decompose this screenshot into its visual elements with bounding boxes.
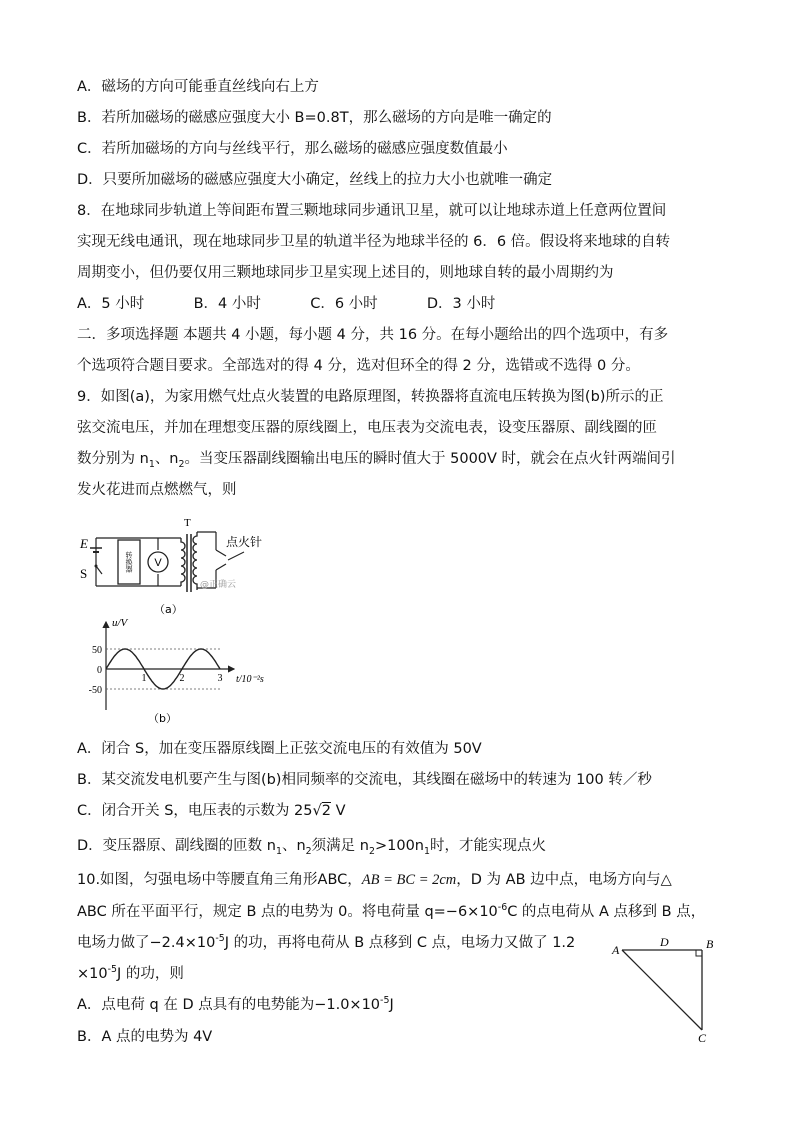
q10-text: ，D 为 AB 边中点，电场方向与△ <box>456 872 672 888</box>
q10-text: A．点电荷 q 在 D 点具有的电势能为−1.0×10 <box>77 997 381 1013</box>
q8-options <box>77 294 495 314</box>
q8-stem-line2: 实现无线电通讯，现在地球同步卫星的轨道半径为地球半径的 6．6 倍。假设将来地球的自转 <box>77 234 671 250</box>
watermark: @正确云 <box>200 580 237 590</box>
label-E: E <box>80 536 88 551</box>
subscript: 2 <box>305 845 312 857</box>
y-tick-minus-50: -50 <box>88 685 102 696</box>
superscript: -5 <box>215 933 225 945</box>
section2-line2: 个选项符合题目要求。全部选对的得 4 分，选对但环全的得 2 分，选错或不选得 0 分。 <box>77 358 640 374</box>
q9-text: C．闭合开关 S，电压表的示数为 25 <box>77 803 313 819</box>
q9-option-c <box>77 801 346 821</box>
x-axis-label: t/10⁻²s <box>236 674 264 685</box>
q8-stem-line1: 8．在地球同步轨道上等间距布置三颗地球同步通讯卫星，就可以让地球赤道上任意两位置间 <box>77 203 667 219</box>
q9-text: 须满足 n <box>311 838 369 854</box>
q10-stem-line2 <box>77 902 705 922</box>
vertex-B: B <box>706 937 714 951</box>
figure-a-caption: （a） <box>154 603 183 616</box>
subscript: 1 <box>424 845 430 857</box>
subscript: 1 <box>275 845 282 857</box>
q9-text: >100n <box>374 838 424 854</box>
converter-label: 转换器 <box>125 551 133 573</box>
needle-label: 点火针 <box>226 535 263 549</box>
q10-text: 10.如图，匀强电场中等腰直角三角形ABC， <box>77 872 362 888</box>
y-tick-50: 50 <box>92 645 102 656</box>
label-T: T <box>184 517 191 529</box>
q9-option-b: B．某交流发电机要产生与图(b)相同频率的交流电，其线圈在磁场中的转速为 100 转／秒 <box>77 772 652 788</box>
q9-text: 、n <box>154 451 179 467</box>
q10-equation: AB = BC = 2cm <box>361 872 457 888</box>
q8-option-a: A．5 小时 <box>77 296 145 312</box>
triangle-diagram <box>610 930 720 1045</box>
q9-text: 。当变压器副线圈输出电压的瞬时值大于 5000V 时，就会在点火针两端间引 <box>184 451 676 467</box>
q10-text: J 的功，则 <box>117 966 184 982</box>
q10-option-a <box>77 995 394 1015</box>
superscript: -6 <box>497 902 508 914</box>
q9-text: D．变压器原、副线圈的匝数 n <box>77 838 276 854</box>
subscript: 2 <box>178 458 185 470</box>
q7-option-b: B．若所加磁场的磁感应强度大小 B=0.8T，那么磁场的方向是唯一确定的 <box>77 110 552 126</box>
vertex-C: C <box>698 1031 707 1045</box>
label-S: S <box>80 566 88 581</box>
q9-text: 时，才能实现点火 <box>430 838 546 854</box>
voltmeter-label: V <box>154 557 162 569</box>
q9-stem-line2: 弦交流电压，并加在理想变压器的原线圈上，电压表为交流电表，设变压器原、副线圈的匝 <box>77 420 657 436</box>
y-tick-0: 0 <box>97 665 102 676</box>
voltage-waveform-chart <box>86 616 286 726</box>
q10-stem-line3 <box>77 933 575 953</box>
q10-stem-line4 <box>77 964 184 984</box>
superscript: -5 <box>107 964 117 976</box>
subscript: 2 <box>368 845 375 857</box>
x-tick-1: 1 <box>141 673 147 684</box>
vertex-A: A <box>612 943 620 957</box>
q10-text: C 的点电荷从 A 点移到 B 点， <box>507 904 706 920</box>
q10-text: J 的功，再将电荷从 B 点移到 C 点，电场力又做了 1.2 <box>224 935 576 951</box>
q9-text: 、n <box>281 838 306 854</box>
section2-line1: 二．多项选择题 本题共 4 小题，每小题 4 分，共 16 分。在每小题给出的四个选项中，有多 <box>77 327 669 343</box>
q10-option-b: B．A 点的电势为 4V <box>77 1029 213 1045</box>
q9-stem-line3 <box>77 449 676 469</box>
q10-text: ×10 <box>77 966 108 982</box>
x-tick-3: 3 <box>217 673 223 684</box>
q10-text: 电场力做了−2.4×10 <box>77 935 216 951</box>
q7-option-c: C．若所加磁场的方向与丝线平行，那么磁场的磁感应强度数值最小 <box>77 141 508 157</box>
q7-option-a: A．磁场的方向可能垂直丝线向右上方 <box>77 79 319 95</box>
point-D: D <box>660 935 669 949</box>
subscript: 1 <box>148 458 155 470</box>
q8-option-b: B．4 小时 <box>193 296 261 312</box>
y-axis-label: u/V <box>112 617 128 629</box>
q10-stem-line1 <box>77 870 672 890</box>
q9-text: 数分别为 n <box>77 451 149 467</box>
q9-stem-line4: 发火花进而点燃燃气，则 <box>77 482 237 498</box>
q8-option-d: D．3 小时 <box>426 296 496 312</box>
sqrt-symbol: √ <box>312 803 322 819</box>
q10-text: ABC 所在平面平行，规定 B 点的电势为 0。将电荷量 q=−6×10 <box>77 904 498 920</box>
superscript: -5 <box>380 995 390 1007</box>
q9-stem-line1: 9．如图(a)，为家用燃气灶点火装置的电路原理图，转换器将直流电压转换为图(b)所示的正 <box>77 389 664 405</box>
x-tick-2: 2 <box>179 673 185 684</box>
q9-text: V <box>330 803 346 819</box>
q7-option-d: D．只要所加磁场的磁感应强度大小确定，丝线上的拉力大小也就唯一确定 <box>77 172 553 188</box>
sqrt-radicand: 2 <box>321 803 331 819</box>
q8-option-c: C．6 小时 <box>310 296 378 312</box>
figure-b-caption: （b） <box>148 712 177 725</box>
q10-text: J <box>389 997 394 1013</box>
circuit-diagram <box>76 514 296 618</box>
q8-stem-line3: 周期变小，但仍要仅用三颗地球同步卫星实现上述目的，则地球自转的最小周期约为 <box>77 265 614 281</box>
q9-option-a: A．闭合 S，加在变压器原线圈上正弦交流电压的有效值为 50V <box>77 741 482 757</box>
q9-option-d <box>77 836 546 856</box>
